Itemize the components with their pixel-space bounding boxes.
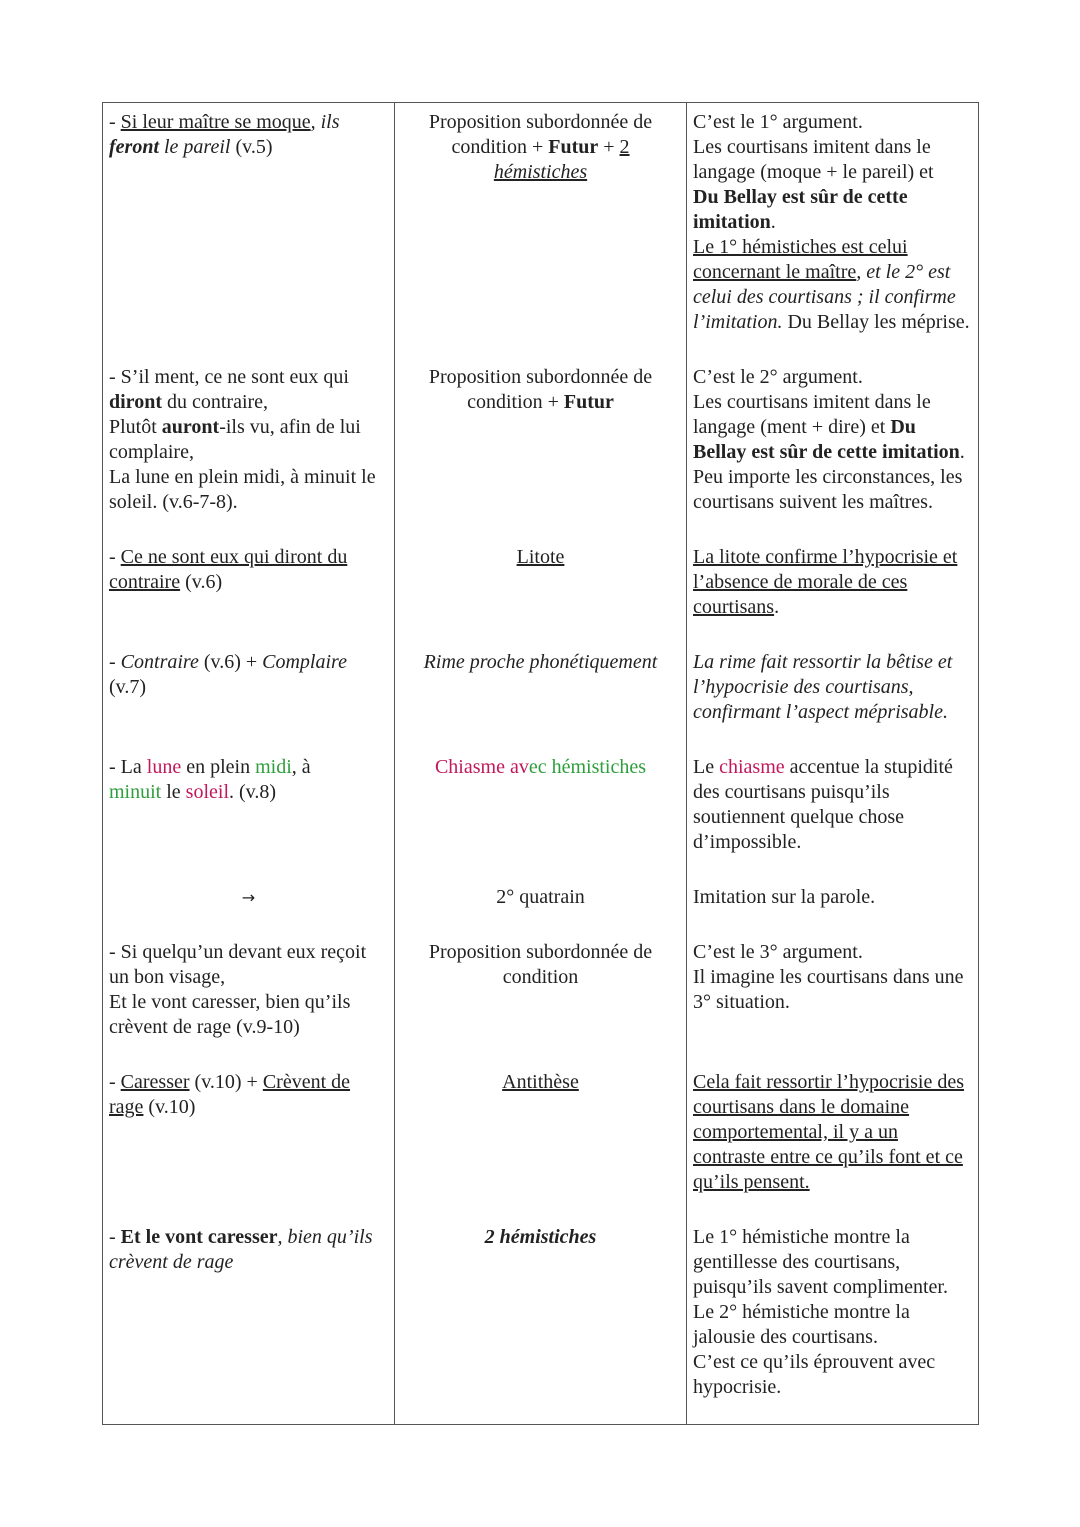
quote-cell: - Caresser (v.10) + Crèvent de rage (v.10) — [103, 1064, 395, 1219]
table-row — [103, 879, 979, 934]
device-cell: 2 hémistiches — [395, 1219, 687, 1425]
interpretation-cell: La rime fait ressortir la bêtise et l’hypocrisie des courtisans, confirmant l’aspect méprisable. — [687, 644, 979, 749]
table-row — [103, 539, 979, 644]
device-cell: Litote — [395, 539, 687, 644]
quote-cell: - S’il ment, ce ne sont eux qui diront du contraire, Plutôt auront-ils vu, afin de lui complaire, La lune en plein midi, à minuit le soleil. (v.6-7-8). — [103, 359, 395, 539]
table-row — [103, 103, 979, 360]
device-cell: Rime proche phonétiquement — [395, 644, 687, 749]
quote-cell: - Et le vont caresser, bien qu’ils crèvent de rage — [103, 1219, 395, 1425]
table-row — [103, 644, 979, 749]
device-cell: Proposition subordonnée de condition + Futur + 2 hémistiches — [395, 103, 687, 360]
quote-cell: - Ce ne sont eux qui diront du contraire (v.6) — [103, 539, 395, 644]
table-row — [103, 359, 979, 539]
device-cell: Proposition subordonnée de condition — [395, 934, 687, 1064]
device-cell: Chiasme avec hémistiches — [395, 749, 687, 879]
quote-cell: - Contraire (v.6) + Complaire (v.7) — [103, 644, 395, 749]
interpretation-cell: Le 1° hémistiche montre la gentillesse des courtisans, puisqu’ils savent complimenter. Le 2° hémistiche montre la jalousie des courtisans. C’est ce qu’ils éprouvent avec hypocrisie. — [687, 1219, 979, 1425]
device-cell: Proposition subordonnée de condition + Futur — [395, 359, 687, 539]
interpretation-cell: C’est le 1° argument. Les courtisans imitent dans le langage (moque + le pareil) et Du Bellay est sûr de cette imitation. Le 1° hémistiches est celui concernant le maître, et le 2° est celui des courtisans ; il confirme l’imitation. Du Bellay les méprise. — [687, 103, 979, 360]
quote-cell: - La lune en plein midi, à minuit le soleil. (v.8) — [103, 749, 395, 879]
table-row — [103, 1219, 979, 1425]
device-cell: Antithèse — [395, 1064, 687, 1219]
interpretation-cell: Cela fait ressortir l’hypocrisie des courtisans dans le domaine comportemental, il y a un contraste entre ce qu’ils font et ce qu’ils pensent. — [687, 1064, 979, 1219]
quote-cell: - Si leur maître se moque, ils feront le pareil (v.5) — [103, 103, 395, 360]
table-row — [103, 1064, 979, 1219]
quote-cell: - Si quelqu’un devant eux reçoit un bon visage, Et le vont caresser, bien qu’ils crèvent de rage (v.9-10) — [103, 934, 395, 1064]
table-row — [103, 749, 979, 879]
analysis-table — [102, 102, 979, 1425]
table-row — [103, 934, 979, 1064]
arrow-icon: → — [103, 879, 395, 934]
interpretation-cell: La litote confirme l’hypocrisie et l’absence de morale de ces courtisans. — [687, 539, 979, 644]
interpretation-cell: C’est le 2° argument. Les courtisans imitent dans le langage (ment + dire) et Du Bellay est sûr de cette imitation. Peu importe les circonstances, les courtisans suivent les maîtres. — [687, 359, 979, 539]
interpretation-cell: Imitation sur la parole. — [687, 879, 979, 934]
interpretation-cell: Le chiasme accentue la stupidité des courtisans puisqu’ils soutiennent quelque chose d’impossible. — [687, 749, 979, 879]
interpretation-cell: C’est le 3° argument. Il imagine les courtisans dans une 3° situation. — [687, 934, 979, 1064]
device-cell: 2° quatrain — [395, 879, 687, 934]
